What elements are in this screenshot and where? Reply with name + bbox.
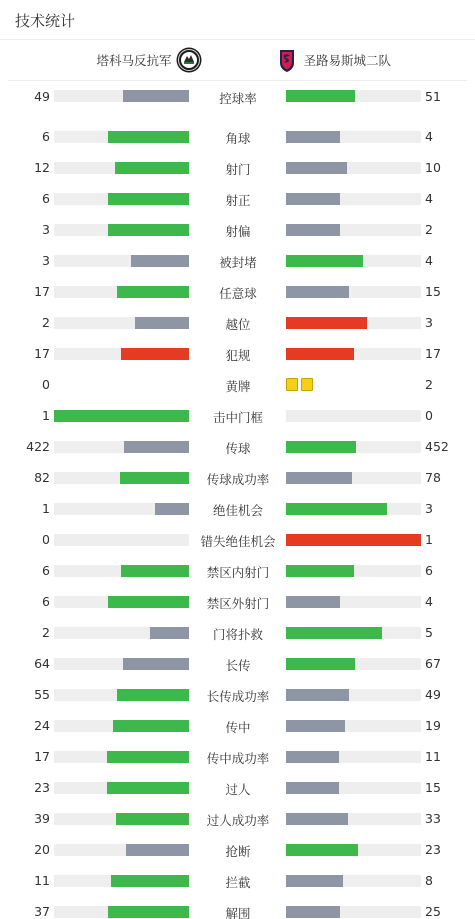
home-stat-bar-fill [115, 162, 189, 174]
home-stat-bar-fill [108, 224, 189, 236]
home-stat-bar-track [54, 90, 189, 102]
stat-row [0, 276, 475, 307]
away-stat-value: 2 [425, 377, 433, 392]
stat-row [0, 679, 475, 710]
team-header [8, 40, 467, 81]
home-stat-bar-track [54, 844, 189, 856]
away-stat-value: 33 [425, 811, 441, 826]
away-stat-value: 10 [425, 160, 441, 175]
away-stat-bar-fill [286, 503, 387, 515]
home-stat-bar-track [54, 751, 189, 763]
away-stat-bar-fill [286, 844, 358, 856]
home-team[interactable] [8, 47, 238, 73]
stat-row [0, 338, 475, 369]
home-stat-bar-track [54, 131, 189, 143]
home-stat-bar-track [54, 193, 189, 205]
stat-label: 解围 [225, 906, 251, 919]
away-stat-value: 0 [425, 408, 433, 423]
stat-row [0, 896, 475, 919]
away-stat-bar-fill [286, 627, 382, 639]
away-stat-value: 4 [425, 594, 433, 609]
stat-row [0, 307, 475, 338]
home-stat-bar-fill [121, 348, 189, 360]
home-stat-value: 20 [34, 842, 50, 857]
away-stat-value: 17 [425, 346, 441, 361]
away-stat-bar-fill [286, 565, 354, 577]
home-stat-bar-fill [111, 875, 189, 887]
away-stat-value: 51 [425, 89, 441, 104]
stat-row [0, 865, 475, 896]
home-stat-bar-fill [107, 782, 189, 794]
home-team-name: 塔科马反抗军 [96, 53, 172, 68]
home-stat-bar-track [54, 875, 189, 887]
tacoma-defiance-crest-icon [176, 47, 202, 73]
away-stat-bar-track [286, 875, 421, 887]
stat-label: 过人 [225, 782, 251, 797]
away-stat-value: 6 [425, 563, 433, 578]
stat-label: 被封堵 [219, 255, 257, 270]
away-stat-value: 2 [425, 222, 433, 237]
home-stat-value: 17 [34, 346, 50, 361]
home-stat-value: 422 [26, 439, 50, 454]
away-stat-bar-track [286, 844, 421, 856]
away-stat-value: 4 [425, 129, 433, 144]
away-stat-bar-track [286, 534, 421, 546]
stat-label: 控球率 [219, 91, 257, 106]
stat-label: 犯规 [225, 348, 251, 363]
stat-row [0, 648, 475, 679]
away-stat-value: 25 [425, 904, 441, 919]
home-stat-value: 0 [42, 532, 50, 547]
stat-row [0, 741, 475, 772]
away-stat-bar-track [286, 348, 421, 360]
home-stat-bar-fill [108, 596, 189, 608]
away-stat-value: 3 [425, 315, 433, 330]
away-stat-bar-fill [286, 596, 340, 608]
stat-row [0, 772, 475, 803]
stat-row [0, 121, 475, 152]
away-stat-bar-track [286, 441, 421, 453]
home-stat-bar-fill [108, 193, 189, 205]
away-stat-bar-track [286, 906, 421, 918]
away-stat-bar-track [286, 193, 421, 205]
yellow-card-icon [286, 378, 298, 391]
away-stat-bar-fill [286, 720, 345, 732]
home-stat-bar-track [54, 472, 189, 484]
home-stat-bar-track [54, 782, 189, 794]
away-team-name: 圣路易斯城二队 [303, 53, 392, 68]
away-stat-value: 5 [425, 625, 433, 640]
stat-label: 抢断 [225, 844, 251, 859]
yellow-card-icon [301, 378, 313, 391]
away-stat-bar-fill [286, 255, 363, 267]
away-stat-value: 3 [425, 501, 433, 516]
stat-row [0, 617, 475, 648]
stat-label: 错失绝佳机会 [200, 534, 276, 549]
away-stat-value: 11 [425, 749, 441, 764]
away-stat-value: 23 [425, 842, 441, 857]
home-stat-value: 2 [42, 625, 50, 640]
away-stat-bar-fill [286, 90, 355, 102]
stat-label: 射门 [225, 162, 251, 177]
home-stat-value: 37 [34, 904, 50, 919]
stat-row [0, 152, 475, 183]
home-stat-value: 17 [34, 284, 50, 299]
away-stat-bar-track [286, 751, 421, 763]
away-stat-bar-track [286, 90, 421, 102]
away-stat-bar-fill [286, 689, 349, 701]
home-stat-bar-fill [126, 844, 189, 856]
stat-row [0, 369, 475, 400]
stat-label: 传中成功率 [206, 751, 270, 766]
home-stat-bar-track [54, 534, 189, 546]
home-stat-bar-track [54, 441, 189, 453]
stat-row [0, 214, 475, 245]
stat-label: 射正 [225, 193, 251, 208]
home-stat-bar-fill [124, 441, 189, 453]
stat-row [0, 710, 475, 741]
home-stat-bar-fill [155, 503, 189, 515]
home-stat-value: 3 [42, 253, 50, 268]
home-stat-bar-track [54, 596, 189, 608]
home-stat-bar-track [54, 627, 189, 639]
home-stat-value: 2 [42, 315, 50, 330]
stat-label: 角球 [225, 131, 251, 146]
home-stat-bar-fill [123, 658, 189, 670]
home-stat-bar-fill [116, 813, 189, 825]
away-stat-bar-track [286, 782, 421, 794]
away-stat-value: 67 [425, 656, 441, 671]
home-stat-value: 1 [42, 501, 50, 516]
home-stat-bar-track [54, 255, 189, 267]
home-stat-value: 6 [42, 594, 50, 609]
home-stat-value: 82 [34, 470, 50, 485]
home-stat-value: 6 [42, 191, 50, 206]
home-stat-value: 55 [34, 687, 50, 702]
home-stat-bar-fill [117, 286, 189, 298]
stat-label: 传中 [225, 720, 251, 735]
away-stat-bar-fill [286, 751, 339, 763]
stat-row [0, 400, 475, 431]
stat-label: 门将扑救 [212, 627, 263, 642]
stats-list [0, 81, 475, 919]
stat-label: 传球成功率 [206, 472, 270, 487]
stat-label: 射偏 [225, 224, 251, 239]
away-stat-bar-track [286, 131, 421, 143]
home-stat-bar-track [54, 410, 189, 422]
away-stat-bar-fill [286, 441, 356, 453]
home-stat-bar-track [54, 689, 189, 701]
away-stat-value: 1 [425, 532, 433, 547]
home-stat-value: 49 [34, 89, 50, 104]
away-stat-value: 452 [425, 439, 449, 454]
home-stat-value: 64 [34, 656, 50, 671]
stat-label: 任意球 [219, 286, 257, 301]
away-stat-bar-track [286, 658, 421, 670]
home-stat-value: 39 [34, 811, 50, 826]
home-stat-bar-track [54, 503, 189, 515]
home-stat-bar-track [54, 317, 189, 329]
away-stat-bar-track [286, 565, 421, 577]
away-stat-value: 15 [425, 780, 441, 795]
stat-label: 黄牌 [225, 379, 251, 394]
home-stat-bar-track [54, 565, 189, 577]
stat-row [0, 462, 475, 493]
home-stat-bar-fill [54, 410, 189, 422]
away-stat-bar-track [286, 410, 421, 422]
away-stat-bar-track [286, 162, 421, 174]
home-stat-bar-fill [107, 751, 189, 763]
home-stat-value: 6 [42, 129, 50, 144]
away-stat-bar-track [286, 224, 421, 236]
home-stat-value: 0 [42, 377, 50, 392]
away-stat-value: 8 [425, 873, 433, 888]
home-stat-bar-fill [108, 906, 189, 918]
away-stat-value: 19 [425, 718, 441, 733]
stat-row [0, 524, 475, 555]
stat-label: 禁区内射门 [206, 565, 270, 580]
home-stat-bar-track [54, 720, 189, 732]
away-stat-bar-fill [286, 782, 339, 794]
away-stat-value: 4 [425, 253, 433, 268]
away-stat-bar-fill [286, 472, 352, 484]
home-stat-value: 6 [42, 563, 50, 578]
away-stat-bar-track [286, 255, 421, 267]
home-stat-value: 11 [34, 873, 50, 888]
home-stat-bar-fill [117, 689, 189, 701]
home-stat-bar-track [54, 224, 189, 236]
away-stat-bar-track [286, 813, 421, 825]
home-stat-value: 1 [42, 408, 50, 423]
away-stat-bar-fill [286, 224, 340, 236]
home-stat-value: 23 [34, 780, 50, 795]
away-stat-value: 15 [425, 284, 441, 299]
stat-row [0, 555, 475, 586]
away-stat-bar-fill [286, 131, 340, 143]
home-stat-value: 17 [34, 749, 50, 764]
home-stat-bar-track [54, 906, 189, 918]
stat-row [0, 834, 475, 865]
away-stat-bar-fill [286, 658, 355, 670]
away-stat-value: 49 [425, 687, 441, 702]
away-stat-bar-fill [286, 286, 349, 298]
away-stat-bar-track [286, 720, 421, 732]
stat-row [0, 81, 475, 121]
stat-row [0, 803, 475, 834]
home-stat-bar-fill [135, 317, 189, 329]
stat-label: 绝佳机会 [212, 503, 263, 518]
stat-label: 拦截 [225, 875, 251, 890]
away-stat-bar-fill [286, 813, 348, 825]
away-stat-bar-fill [286, 534, 421, 546]
home-stat-value: 12 [34, 160, 50, 175]
home-stat-bar-track [54, 162, 189, 174]
away-stat-bar-track [286, 596, 421, 608]
home-stat-bar-track [54, 658, 189, 670]
stat-row [0, 586, 475, 617]
page-title: 技术统计 [0, 0, 475, 40]
away-stat-value: 4 [425, 191, 433, 206]
home-stat-bar-fill [121, 565, 189, 577]
stat-row [0, 183, 475, 214]
home-stat-bar-fill [120, 472, 189, 484]
home-stat-value: 24 [34, 718, 50, 733]
away-stat-bar-fill [286, 317, 367, 329]
away-stat-bar-track [286, 689, 421, 701]
home-stat-bar-track [54, 286, 189, 298]
stat-row [0, 245, 475, 276]
home-stat-bar-fill [123, 90, 189, 102]
stat-label: 禁区外射门 [206, 596, 270, 611]
st-louis-city-2-crest-icon [274, 47, 300, 73]
stat-label: 传球 [225, 441, 251, 456]
home-stat-bar-track [54, 348, 189, 360]
away-stat-bar-track [286, 472, 421, 484]
away-yellow-cards [286, 378, 313, 392]
home-stat-bar-fill [131, 255, 189, 267]
stat-row [0, 493, 475, 524]
away-stat-bar-fill [286, 906, 340, 918]
away-stat-bar-fill [286, 193, 340, 205]
stat-label: 越位 [225, 317, 251, 332]
away-stat-bar-fill [286, 875, 343, 887]
home-stat-bar-fill [108, 131, 189, 143]
away-stat-bar-track [286, 627, 421, 639]
home-stat-value: 3 [42, 222, 50, 237]
stat-label: 长传 [225, 658, 251, 673]
away-stat-bar-track [286, 286, 421, 298]
away-stat-bar-fill [286, 162, 347, 174]
stat-row [0, 431, 475, 462]
stat-label: 过人成功率 [206, 813, 270, 828]
home-stat-bar-fill [150, 627, 189, 639]
stat-label: 长传成功率 [206, 689, 270, 704]
away-stat-bar-fill [286, 348, 354, 360]
away-stat-bar-track [286, 317, 421, 329]
home-stat-bar-fill [113, 720, 189, 732]
away-team[interactable] [238, 47, 468, 73]
home-stat-bar-track [54, 813, 189, 825]
away-stat-bar-track [286, 503, 421, 515]
away-stat-value: 78 [425, 470, 441, 485]
stat-label: 击中门框 [212, 410, 263, 425]
